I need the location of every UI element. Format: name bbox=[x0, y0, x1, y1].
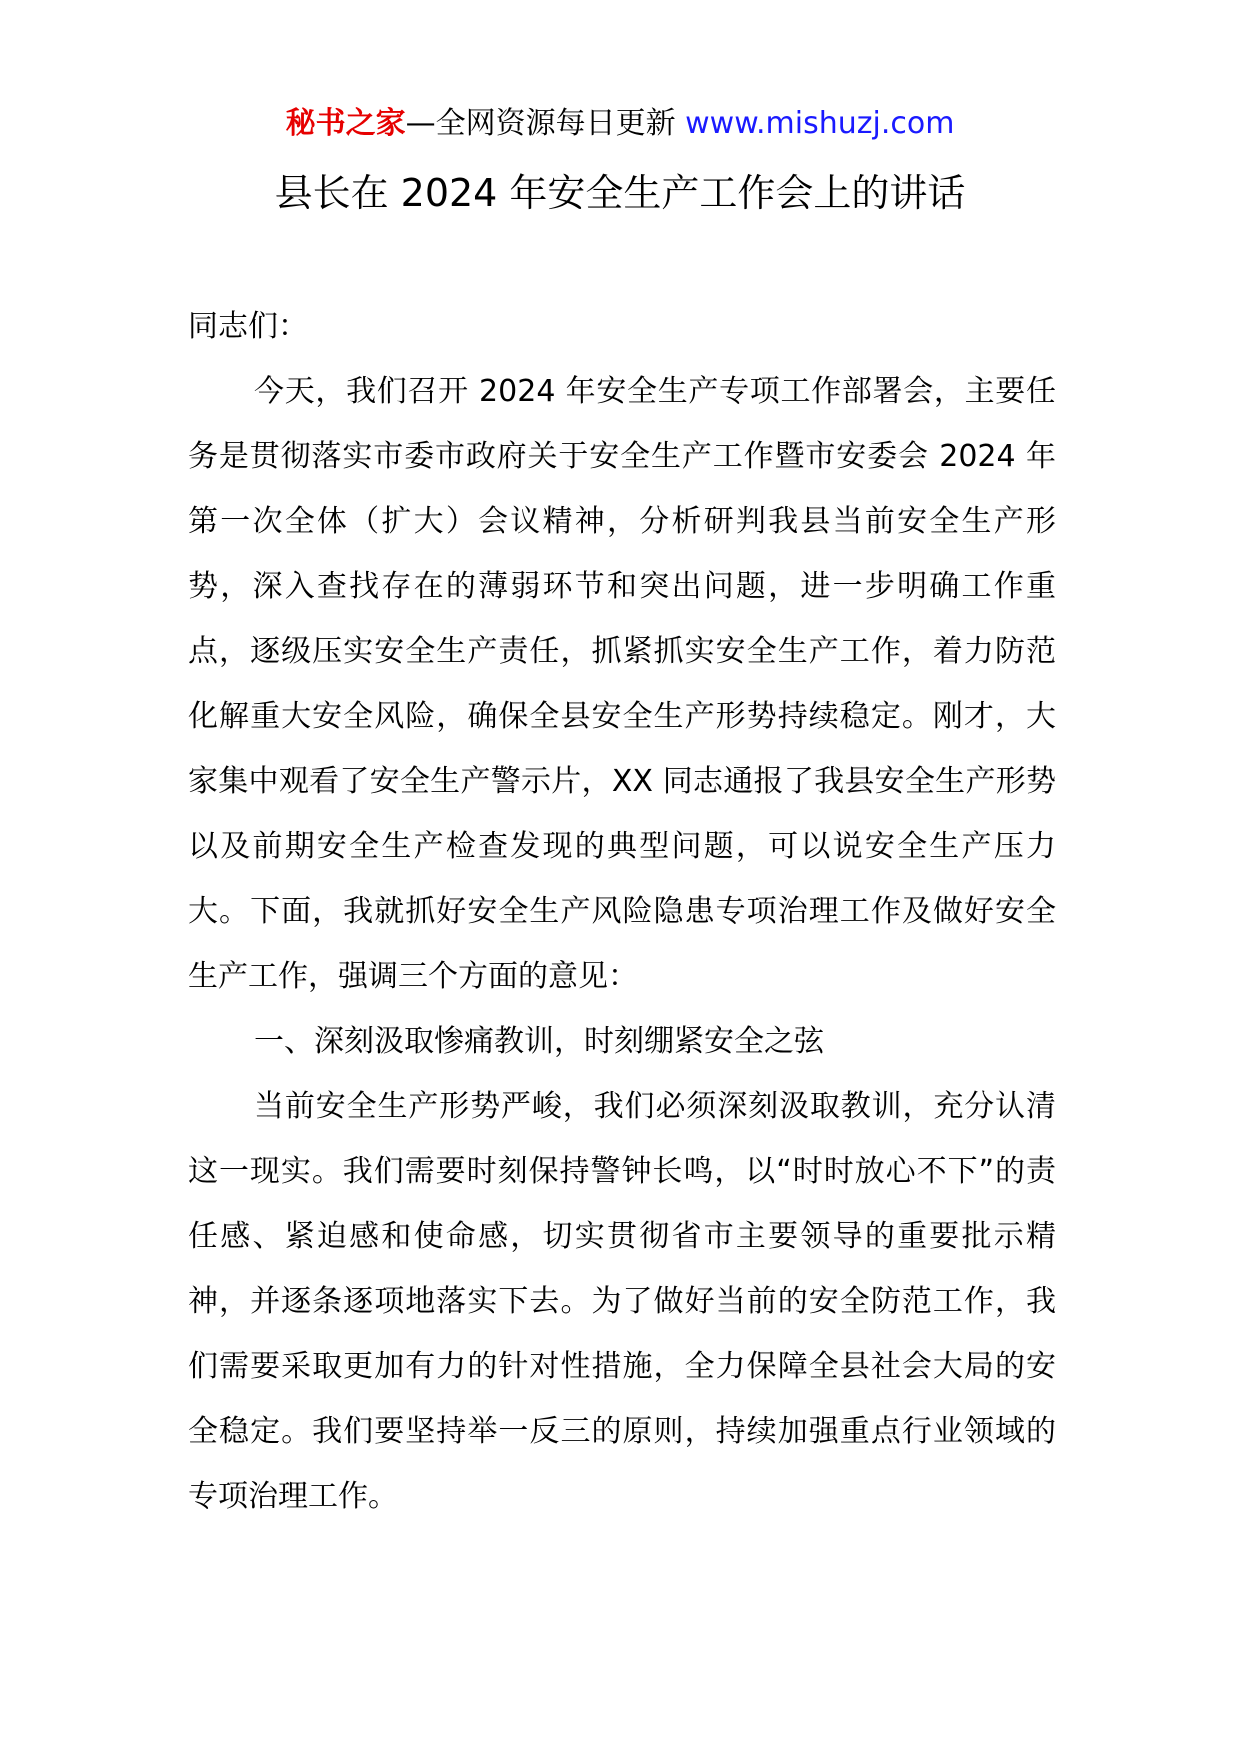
site-tagline: —全网资源每日更新 bbox=[405, 106, 686, 141]
site-url-link[interactable]: www.mishuzj.com bbox=[685, 106, 955, 141]
salutation: 同志们： bbox=[188, 309, 308, 344]
document-body bbox=[188, 294, 1056, 1529]
section-heading-1: 一、深刻汲取惨痛教训，时刻绷紧安全之弦 bbox=[254, 1024, 824, 1059]
site-brand: 秘书之家 bbox=[285, 106, 406, 141]
paragraph-section-1: 当前安全生产形势严峻，我们必须深刻汲取教训，充分认清这一现实。我们需要时刻保持警钟长鸣，以“时时放心不下”的责任感、紧迫感和使命感，切实贯彻省市主要领导的重要批示精神，并逐条逐项地落实下去。为了做好当前的安全防范工作，我们需要采取更加有力的针对性措施，全力保障全县社会大局的安全稳定。我们要坚持举一反三的原则，持续加强重点行业领域的专项治理工作。 bbox=[188, 1089, 1056, 1514]
paragraph-intro: 今天，我们召开 2024 年安全生产专项工作部署会，主要任务是贯彻落实市委市政府关于安全生产工作暨市安委会 2024 年第一次全体（扩大）会议精神，分析研判我县当前安全生产形势，深入查找存在的薄弱环节和突出问题，进一步明确工作重点，逐级压实安全生产责任，抓紧抓实安全生产工作，着力防范化解重大安全风险，确保全县安全生产形势持续稳定。刚才，大家集中观看了安全生产警示片，XX 同志通报了我县安全生产形势以及前期安全生产检查发现的典型问题，可以说安全生产压力大。下面，我就抓好安全生产风险隐患专项治理工作及做好安全生产工作，强调三个方面的意见： bbox=[188, 374, 1056, 994]
document-title: 县长在 2024 年安全生产工作会上的讲话 bbox=[274, 171, 966, 215]
site-header bbox=[0, 104, 1240, 144]
